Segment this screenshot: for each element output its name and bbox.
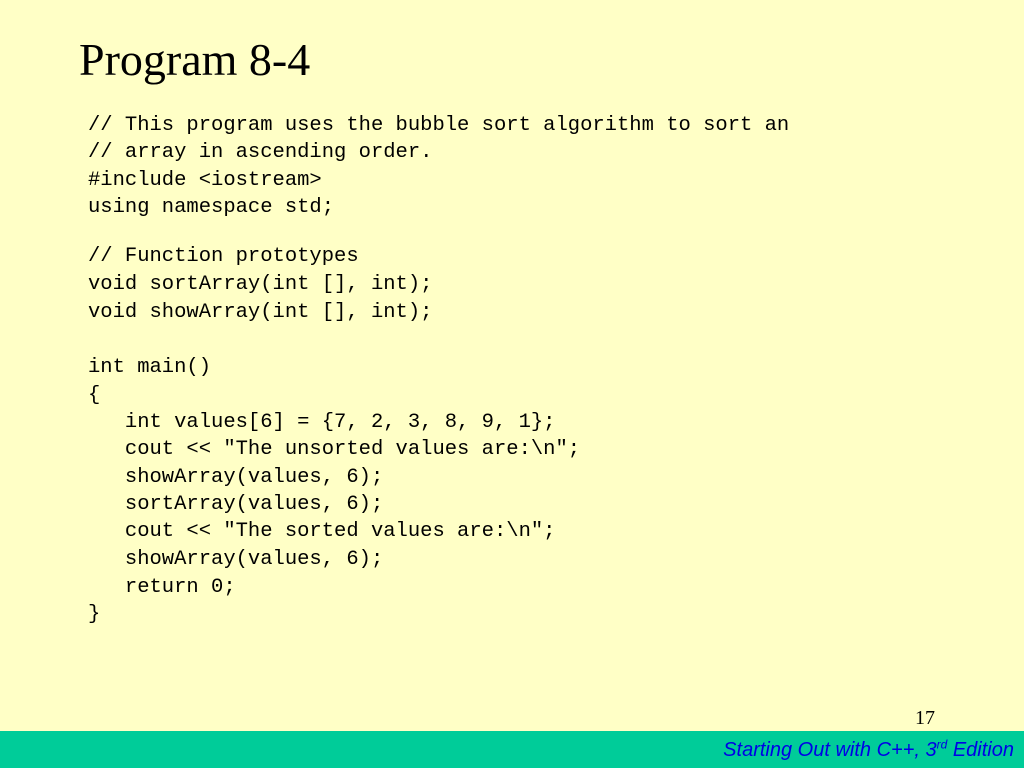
page-number: 17 <box>915 707 935 729</box>
footer-book-title <box>723 738 1014 762</box>
code-line: showArray(values, 6); <box>88 548 384 571</box>
footer-bar <box>0 731 1024 768</box>
code-line: #include <iostream> <box>88 169 322 192</box>
code-line: cout << "The sorted values are:\n"; <box>88 520 556 543</box>
code-line: sortArray(values, 6); <box>88 493 384 516</box>
code-line: // array in ascending order. <box>88 141 433 164</box>
code-line: int values[6] = {7, 2, 3, 8, 9, 1}; <box>88 411 556 434</box>
code-line: // This program uses the bubble sort algorithm to sort an <box>88 114 790 137</box>
footer-text-main: Starting Out with C++, 3 <box>723 739 937 761</box>
code-line: showArray(values, 6); <box>88 466 384 489</box>
code-line: // Function prototypes <box>88 245 359 268</box>
code-block <box>88 0 988 640</box>
code-line: } <box>88 603 101 626</box>
footer-text-edition: Edition <box>947 739 1014 761</box>
code-line: { <box>88 384 101 407</box>
code-line: using namespace std; <box>88 196 335 219</box>
code-line: void sortArray(int [], int); <box>88 273 433 296</box>
footer-superscript: rd <box>936 737 948 752</box>
code-line: void showArray(int [], int); <box>88 301 433 324</box>
code-line: int main() <box>88 356 212 379</box>
code-line: return 0; <box>88 576 236 599</box>
code-line: cout << "The unsorted values are:\n"; <box>88 438 581 461</box>
slide-title: Program 8-4 <box>79 34 311 85</box>
